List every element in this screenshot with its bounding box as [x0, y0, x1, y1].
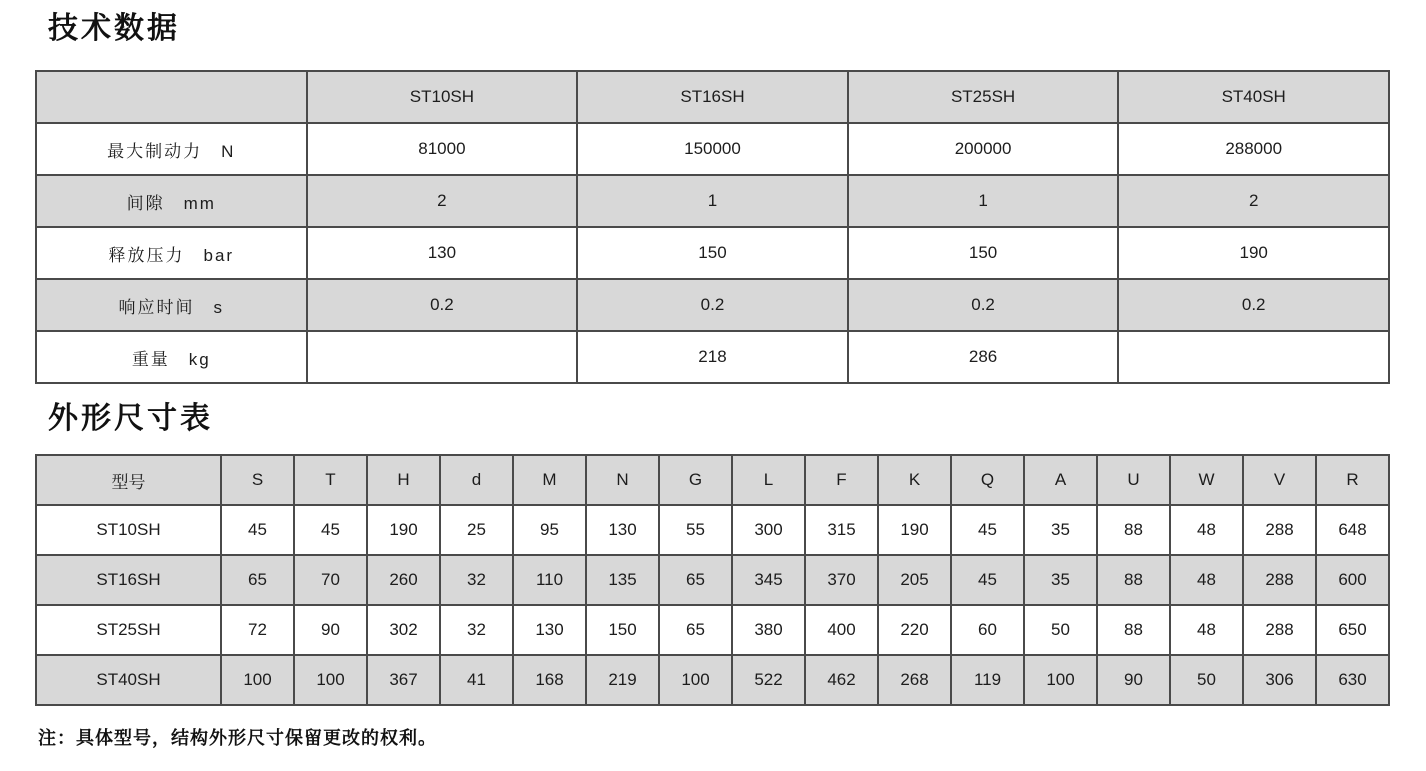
value-cell: 288000: [1118, 123, 1389, 175]
value-cell: 288: [1243, 555, 1316, 605]
value-cell: 150000: [577, 123, 848, 175]
value-cell: 130: [307, 227, 578, 279]
col-header-f: F: [805, 455, 878, 505]
value-cell: 219: [586, 655, 659, 705]
model-cell: ST25SH: [36, 605, 221, 655]
value-cell: 150: [586, 605, 659, 655]
value-cell: 380: [732, 605, 805, 655]
table-row-st25sh: [36, 605, 1389, 655]
value-cell: 288: [1243, 505, 1316, 555]
value-cell: 41: [440, 655, 513, 705]
col-header-d: d: [440, 455, 513, 505]
row-label: 重量 kg: [36, 331, 307, 383]
col-header-model: 型号: [36, 455, 221, 505]
value-cell: 48: [1170, 505, 1243, 555]
table-row-st16sh: [36, 555, 1389, 605]
model-cell: ST40SH: [36, 655, 221, 705]
value-cell: 367: [367, 655, 440, 705]
value-cell: 70: [294, 555, 367, 605]
value-cell: 65: [659, 605, 732, 655]
value-cell: 260: [367, 555, 440, 605]
value-cell: 286: [848, 331, 1119, 383]
value-cell: 50: [1170, 655, 1243, 705]
value-cell: 95: [513, 505, 586, 555]
col-header-a: A: [1024, 455, 1097, 505]
footnote: 注：具体型号，结构外形尺寸保留更改的权利。: [38, 728, 437, 748]
col-header-s: S: [221, 455, 294, 505]
dim-table-header-row: [36, 455, 1389, 505]
dimension-table: [35, 454, 1390, 706]
value-cell: 300: [732, 505, 805, 555]
value-cell: 100: [221, 655, 294, 705]
value-cell: 100: [1024, 655, 1097, 705]
row-label: 释放压力 bar: [36, 227, 307, 279]
value-cell: 55: [659, 505, 732, 555]
value-cell: 150: [577, 227, 848, 279]
value-cell: 268: [878, 655, 951, 705]
value-cell: 0.2: [577, 279, 848, 331]
value-cell: 190: [1118, 227, 1389, 279]
value-cell: 600: [1316, 555, 1389, 605]
value-cell: 168: [513, 655, 586, 705]
col-header-n: N: [586, 455, 659, 505]
value-cell: [1118, 331, 1389, 383]
row-label: 最大制动力 N: [36, 123, 307, 175]
value-cell: 90: [1097, 655, 1170, 705]
model-cell: ST10SH: [36, 505, 221, 555]
value-cell: 45: [294, 505, 367, 555]
value-cell: 88: [1097, 605, 1170, 655]
value-cell: 630: [1316, 655, 1389, 705]
value-cell: 100: [294, 655, 367, 705]
value-cell: 48: [1170, 605, 1243, 655]
value-cell: 65: [221, 555, 294, 605]
value-cell: 190: [878, 505, 951, 555]
value-cell: 218: [577, 331, 848, 383]
value-cell: 315: [805, 505, 878, 555]
value-cell: 45: [951, 505, 1024, 555]
dimension-table-title: 外形尺寸表: [48, 402, 213, 435]
value-cell: 0.2: [1118, 279, 1389, 331]
tech-data-table: [35, 70, 1390, 384]
table-row-st40sh: [36, 655, 1389, 705]
value-cell: 522: [732, 655, 805, 705]
col-header-st25sh: ST25SH: [848, 71, 1119, 123]
col-header-k: K: [878, 455, 951, 505]
value-cell: 45: [221, 505, 294, 555]
col-header-t: T: [294, 455, 367, 505]
col-header-g: G: [659, 455, 732, 505]
value-cell: 306: [1243, 655, 1316, 705]
value-cell: 288: [1243, 605, 1316, 655]
value-cell: 220: [878, 605, 951, 655]
value-cell: 88: [1097, 555, 1170, 605]
col-header-st10sh: ST10SH: [307, 71, 578, 123]
col-header-st16sh: ST16SH: [577, 71, 848, 123]
table-row-release-pressure: [36, 227, 1389, 279]
tech-table-header-row: [36, 71, 1389, 123]
value-cell: 130: [586, 505, 659, 555]
value-cell: [307, 331, 578, 383]
value-cell: 81000: [307, 123, 578, 175]
col-header-q: Q: [951, 455, 1024, 505]
table-row-st10sh: [36, 505, 1389, 555]
table-row-max-braking-force: [36, 123, 1389, 175]
row-label: 间隙 mm: [36, 175, 307, 227]
value-cell: 32: [440, 605, 513, 655]
value-cell: 1: [577, 175, 848, 227]
value-cell: 130: [513, 605, 586, 655]
col-header-w: W: [1170, 455, 1243, 505]
value-cell: 2: [1118, 175, 1389, 227]
value-cell: 462: [805, 655, 878, 705]
value-cell: 0.2: [307, 279, 578, 331]
value-cell: 648: [1316, 505, 1389, 555]
value-cell: 150: [848, 227, 1119, 279]
value-cell: 1: [848, 175, 1119, 227]
col-header-st40sh: ST40SH: [1118, 71, 1389, 123]
value-cell: 32: [440, 555, 513, 605]
col-header-h: H: [367, 455, 440, 505]
value-cell: 0.2: [848, 279, 1119, 331]
value-cell: 135: [586, 555, 659, 605]
value-cell: 88: [1097, 505, 1170, 555]
value-cell: 48: [1170, 555, 1243, 605]
row-label: 响应时间 s: [36, 279, 307, 331]
corner-cell: [36, 71, 307, 123]
value-cell: 400: [805, 605, 878, 655]
col-header-m: M: [513, 455, 586, 505]
value-cell: 65: [659, 555, 732, 605]
value-cell: 35: [1024, 555, 1097, 605]
value-cell: 72: [221, 605, 294, 655]
value-cell: 345: [732, 555, 805, 605]
col-header-v: V: [1243, 455, 1316, 505]
value-cell: 110: [513, 555, 586, 605]
table-row-response-time: [36, 279, 1389, 331]
col-header-l: L: [732, 455, 805, 505]
value-cell: 650: [1316, 605, 1389, 655]
value-cell: 90: [294, 605, 367, 655]
value-cell: 100: [659, 655, 732, 705]
value-cell: 2: [307, 175, 578, 227]
value-cell: 200000: [848, 123, 1119, 175]
tech-data-title: 技术数据: [48, 12, 180, 45]
table-row-clearance: [36, 175, 1389, 227]
col-header-u: U: [1097, 455, 1170, 505]
value-cell: 25: [440, 505, 513, 555]
value-cell: 50: [1024, 605, 1097, 655]
value-cell: 302: [367, 605, 440, 655]
model-cell: ST16SH: [36, 555, 221, 605]
value-cell: 205: [878, 555, 951, 605]
col-header-r: R: [1316, 455, 1389, 505]
value-cell: 190: [367, 505, 440, 555]
table-row-weight: [36, 331, 1389, 383]
value-cell: 60: [951, 605, 1024, 655]
value-cell: 35: [1024, 505, 1097, 555]
value-cell: 119: [951, 655, 1024, 705]
value-cell: 45: [951, 555, 1024, 605]
value-cell: 370: [805, 555, 878, 605]
